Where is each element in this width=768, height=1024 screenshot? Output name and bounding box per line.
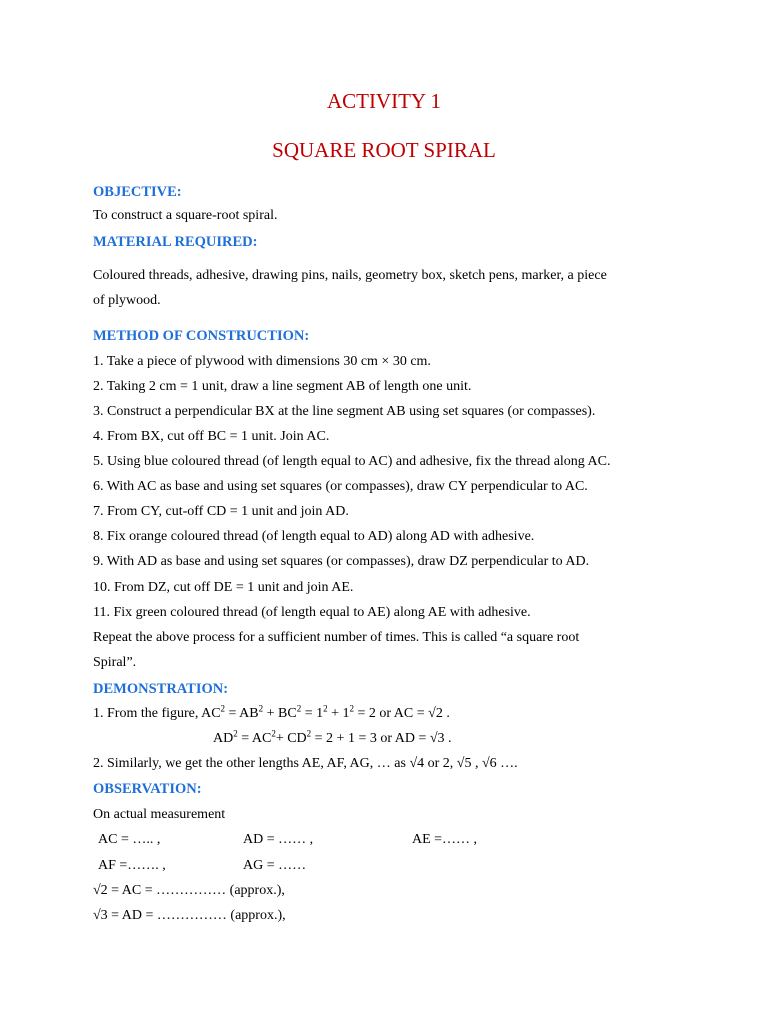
- observation-ac: AC = ….. ,: [98, 832, 161, 847]
- observation-ag: AG = ……: [243, 858, 307, 873]
- method-repeat-line2: Spiral”.: [93, 655, 137, 670]
- method-step-4: 4. From BX, cut off BC = 1 unit. Join AC.: [93, 429, 330, 444]
- observation-ad: AD = …… ,: [243, 832, 314, 847]
- objective-text: To construct a square-root spiral.: [93, 208, 278, 223]
- objective-heading: OBJECTIVE:: [93, 184, 182, 200]
- observation-intro: On actual measurement: [93, 807, 226, 822]
- activity-title: ACTIVITY 1: [326, 89, 442, 113]
- method-step-11: 11. Fix green coloured thread (of length equal to AE) along AE with adhesive.: [93, 605, 531, 620]
- method-step-9: 9. With AD as base and using set squares (or compasses), draw DZ perpendicular to AD.: [93, 554, 590, 569]
- method-step-8: 8. Fix orange coloured thread (of length equal to AD) along AD with adhesive.: [93, 529, 535, 544]
- method-step-1: 1. Take a piece of plywood with dimensions 30 cm × 30 cm.: [93, 354, 431, 369]
- demonstration-line-1: 1. From the figure, $AC^2 = AB^2 + BC^2 = 1^2 + 1^2 = 2$ or AC = √2 .: [93, 703, 450, 721]
- main-title: SQUARE ROOT SPIRAL: [272, 138, 496, 162]
- observation-sqrt3: √3 = AD = …………… (approx.),: [93, 908, 286, 923]
- demonstration-heading: DEMONSTRATION:: [93, 681, 229, 697]
- method-step-10: 10. From DZ, cut off DE = 1 unit and join AE.: [93, 580, 354, 595]
- demonstration-line-3: 2. Similarly, we get the other lengths AE, AF, AG, … as √4 or 2, √5 , √6 ….: [93, 756, 518, 771]
- observation-ae: AE =…… ,: [412, 832, 478, 847]
- material-heading: MATERIAL REQUIRED:: [93, 234, 258, 250]
- method-step-3: 3. Construct a perpendicular BX at the line segment AB using set squares (or compasses).: [93, 404, 596, 419]
- material-text-line2: of plywood.: [93, 293, 161, 308]
- method-step-5: 5. Using blue coloured thread (of length equal to AC) and adhesive, fix the thread along AC.: [93, 454, 611, 469]
- material-text-line1: Coloured threads, adhesive, drawing pins, nails, geometry box, sketch pens, marker, a piece: [93, 268, 607, 283]
- observation-sqrt2: √2 = AC = …………… (approx.),: [93, 883, 285, 898]
- method-step-6: 6. With AC as base and using set squares (or compasses), draw CY perpendicular to AC.: [93, 479, 588, 494]
- method-repeat-line1: Repeat the above process for a sufficient number of times. This is called “a square root: [93, 630, 580, 645]
- demonstration-line-2: $AD^2 = AC^2+ CD^2 = 2 + 1 = 3$ or AD = √3 .: [213, 728, 452, 746]
- method-step-7: 7. From CY, cut-off CD = 1 unit and join AD.: [93, 504, 349, 519]
- method-step-2: 2. Taking 2 cm = 1 unit, draw a line segment AB of length one unit.: [93, 379, 472, 394]
- observation-heading: OBSERVATION:: [93, 781, 202, 797]
- observation-af: AF =……. ,: [98, 858, 166, 873]
- method-heading: METHOD OF CONSTRUCTION:: [93, 328, 310, 344]
